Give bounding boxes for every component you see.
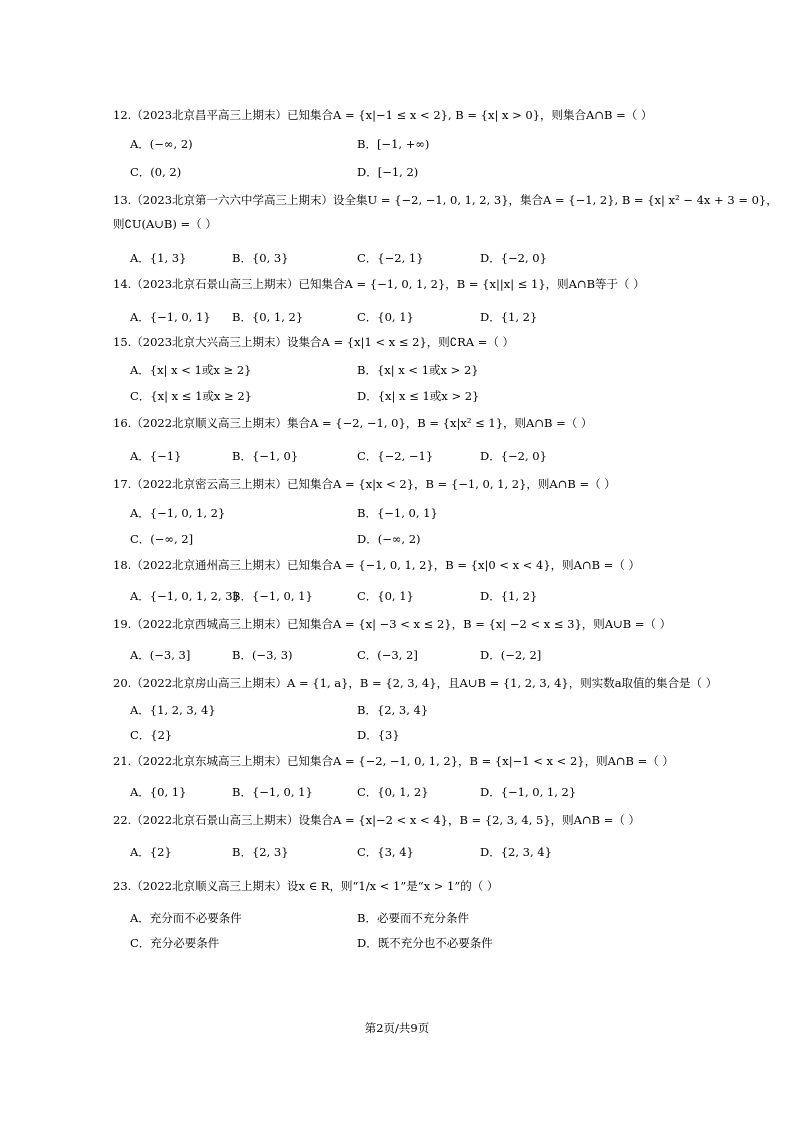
option-c[interactable]: C．{2}: [130, 728, 173, 742]
option-b[interactable]: B．{2, 3, 4}: [357, 703, 429, 717]
option-d[interactable]: D．{1, 2}: [480, 589, 538, 603]
option-a[interactable]: A．{0, 1}: [130, 785, 187, 799]
question-stem: 23.（2022北京顺义高三上期末）设x ∈ R，则“1/x < 1”是“x > 1”的（ ）: [113, 879, 499, 893]
option-b[interactable]: B．{x| x < 1或x > 2}: [357, 363, 479, 377]
question-stem: 19.（2022北京西城高三上期末）已知集合A = {x| −3 < x ≤ 2}，B = {x| −2 < x ≤ 3}，则A∪B =（ ）: [113, 617, 672, 631]
option-b[interactable]: B．{−1, 0}: [232, 449, 299, 463]
question-17: [113, 477, 693, 491]
option-b[interactable]: B．{0, 1, 2}: [232, 310, 304, 324]
option-a[interactable]: A．{1, 2, 3, 4}: [130, 703, 216, 717]
question-stem: 18.（2022北京通州高三上期末）已知集合A = {−1, 0, 1, 2}，B = {x|0 < x < 4}，则A∩B =（ ）: [113, 558, 641, 572]
question-stem: 21.（2022北京东城高三上期末）已知集合A = {−2, −1, 0, 1, 2}，B = {x|−1 < x < 2}，则A∩B =（ ）: [113, 754, 674, 768]
option-b[interactable]: B．{2, 3}: [232, 845, 289, 859]
option-d[interactable]: D．{−1, 0, 1, 2}: [480, 785, 577, 799]
option-c[interactable]: C．充分必要条件: [130, 936, 220, 950]
question-21: [113, 754, 693, 768]
question-23: [113, 879, 693, 893]
option-c[interactable]: C．{0, 1, 2}: [357, 785, 429, 799]
question-stem: 22.（2022北京石景山高三上期末）设集合A = {x|−2 < x < 4}，B = {2, 3, 4, 5}，则A∩B =（ ）: [113, 813, 641, 827]
question-16: [113, 416, 693, 430]
option-b[interactable]: B．(−3, 3): [232, 648, 293, 662]
option-a[interactable]: A．(−3, 3]: [130, 648, 191, 662]
option-b[interactable]: B．{−1, 0, 1}: [232, 589, 313, 603]
option-c[interactable]: C．(−∞, 2]: [130, 532, 194, 546]
option-a[interactable]: A．{2}: [130, 845, 172, 859]
option-d[interactable]: D．{−2, 0}: [480, 251, 547, 265]
option-a[interactable]: A．{−1, 0, 1}: [130, 310, 211, 324]
option-d[interactable]: D．{x| x ≤ 1或x > 2}: [357, 389, 480, 403]
option-b[interactable]: B．{−1, 0, 1}: [232, 785, 313, 799]
question-stem: 17.（2022北京密云高三上期末）已知集合A = {x|x < 2}，B = {−1, 0, 1, 2}，则A∩B =（ ）: [113, 477, 616, 491]
option-a[interactable]: A．{−1}: [130, 449, 182, 463]
option-c[interactable]: C．(−3, 2]: [357, 648, 418, 662]
question-stem: 15.（2023北京大兴高三上期末）设集合A = {x|1 < x ≤ 2}，则∁RA =（ ）: [113, 335, 515, 349]
option-b[interactable]: B．{0, 3}: [232, 251, 289, 265]
option-a[interactable]: A．{−1, 0, 1, 2, 3}: [130, 589, 240, 603]
option-c[interactable]: C．{−2, 1}: [357, 251, 424, 265]
option-d[interactable]: D．{−2, 0}: [480, 449, 547, 463]
option-a[interactable]: A．充分而不必要条件: [130, 911, 242, 925]
option-a[interactable]: A．(−∞, 2): [130, 137, 193, 151]
question-14: [113, 277, 693, 291]
question-13: [113, 193, 778, 231]
option-d[interactable]: D．既不充分也不必要条件: [357, 936, 493, 950]
option-a[interactable]: A．{x| x < 1或x ≥ 2}: [130, 363, 252, 377]
option-c[interactable]: C．(0, 2): [130, 165, 182, 179]
option-d[interactable]: D．[−1, 2): [357, 165, 419, 179]
option-d[interactable]: D．{2, 3, 4}: [480, 845, 552, 859]
option-d[interactable]: D．{1, 2}: [480, 310, 538, 324]
option-d[interactable]: D．(−∞, 2): [357, 532, 421, 546]
question-12: [113, 108, 693, 122]
option-d[interactable]: D．(−2, 2]: [480, 648, 542, 662]
option-a[interactable]: A．{−1, 0, 1, 2}: [130, 506, 226, 520]
option-a[interactable]: A．{1, 3}: [130, 251, 187, 265]
option-c[interactable]: C．{−2, −1}: [357, 449, 434, 463]
question-15: [113, 335, 693, 349]
option-b[interactable]: B．[−1, +∞): [357, 137, 430, 151]
question-20: [113, 676, 718, 690]
option-c[interactable]: C．{0, 1}: [357, 589, 414, 603]
option-c[interactable]: C．{3, 4}: [357, 845, 414, 859]
question-stem: 16.（2022北京顺义高三上期末）集合A = {−2, −1, 0}，B = {x|x² ≤ 1}，则A∩B =（ ）: [113, 416, 593, 430]
question-stem-continued: 则∁U(A∪B) =（ ）: [113, 217, 217, 231]
option-d[interactable]: D．{3}: [357, 728, 400, 742]
page-number: 第2页/共9页: [364, 1021, 430, 1035]
option-b[interactable]: B．必要而不充分条件: [357, 911, 469, 925]
option-c[interactable]: C．{0, 1}: [357, 310, 414, 324]
question-stem: 20.（2022北京房山高三上期末）A = {1, a}，B = {2, 3, 4}，且A∪B = {1, 2, 3, 4}，则实数a取值的集合是（ ）: [113, 676, 718, 690]
question-18: [113, 558, 693, 572]
question-19: [113, 617, 693, 631]
question-22: [113, 813, 693, 827]
question-stem: 13.（2023北京第一六六中学高三上期末）设全集U = {−2, −1, 0, 1, 2, 3}，集合A = {−1, 2}, B = {x| x² − 4x + 3 = 0}，: [113, 193, 778, 207]
option-c[interactable]: C．{x| x ≤ 1或x ≥ 2}: [130, 389, 252, 403]
option-b[interactable]: B．{−1, 0, 1}: [357, 506, 438, 520]
question-stem: 12.（2023北京昌平高三上期末）已知集合A = {x|−1 ≤ x < 2}, B = {x| x > 0}，则集合A∩B =（ ）: [113, 108, 653, 122]
question-stem: 14.（2023北京石景山高三上期末）已知集合A = {−1, 0, 1, 2}，B = {x||x| ≤ 1}，则A∩B等于（ ）: [113, 277, 645, 291]
